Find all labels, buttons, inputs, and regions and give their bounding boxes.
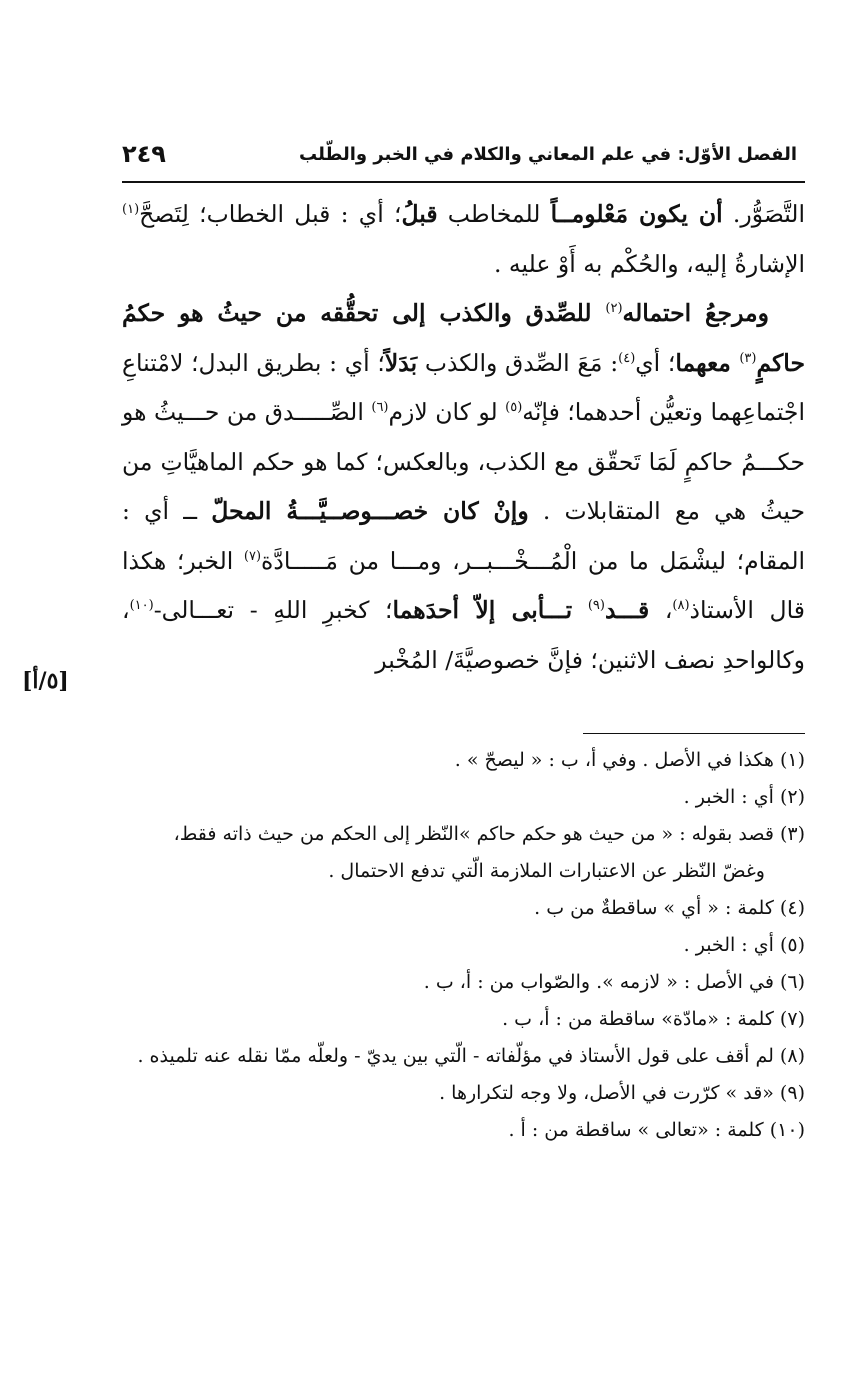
footnote-item: (١) هكذا في الأصل . وفي أ، ب : « ليصحّ » .	[454, 749, 805, 771]
footnote-ref-1[interactable]: (١)	[122, 202, 140, 218]
footnote-ref-4[interactable]: (٤)	[618, 350, 636, 366]
bold-run: وإنْ كان خصـــوصــيَّـــةُ المحلّ	[211, 497, 529, 525]
header-rule	[122, 181, 805, 183]
running-header	[122, 138, 805, 178]
bold-run: للصِّدق والكذب إلى تحقُّقه من حيثُ هو حكمُ حاكمٍ	[122, 299, 805, 377]
footnote-ref-3[interactable]: (٣)	[739, 350, 757, 366]
footnote-ref-9[interactable]: (٩)	[587, 598, 605, 614]
bold-run: قـــد	[604, 596, 650, 624]
text-run: ؛ كخبرِ اللهِ - تعـــالى-	[153, 596, 393, 624]
footnote-item: (٧) كلمة : «مادّة» ساقطة من : أ، ب .	[502, 1008, 805, 1030]
text-run: ــ أي : المقام؛ ليشْمَل ما من الْمُـــخْـــبــر، ومـــا من مَـــــادَّة	[122, 497, 806, 575]
footnote-item: (٢) أي : الخبر .	[683, 786, 805, 808]
text-run	[572, 596, 588, 624]
footnote-item: (٥) أي : الخبر .	[683, 934, 805, 956]
footnote-item: (٣) قصد بقوله : « من حيث هو حكم حاكم »النّظر إلى الحكم من حيث ذاته فقط،	[173, 823, 805, 845]
footnote-item: (٤) كلمة : « أي » ساقطةٌ من ب .	[534, 897, 805, 919]
manuscript-folio-marker: [٥/أ]	[22, 668, 69, 694]
footnote-ref-5[interactable]: (٥)	[505, 400, 523, 416]
page-number: ٢٤٩	[122, 140, 166, 168]
text-run: ؛ أي	[635, 348, 676, 377]
text-run: الخبر؛ هكذا قال الأستاذ	[122, 546, 805, 624]
footnote-ref-2[interactable]: (٢)	[605, 301, 623, 317]
bold-run: أن يكون مَعْلومــاً	[550, 200, 723, 228]
main-text	[122, 190, 805, 685]
footnote-separator	[583, 733, 805, 734]
footnote-item: (٩) «قد » كرّرت في الأصل، ولا وجه لتكرارها .	[439, 1082, 805, 1104]
footnote-ref-7[interactable]: (٧)	[243, 548, 262, 564]
text-run: ، وكالواحدِ نصف الاثنين؛ فإنَّ خصوصيَّةَ/ المُخْبر	[122, 596, 805, 674]
chapter-title: الفصل الأوّل: في علم المعاني والكلام في الخبر والطّلب	[299, 144, 797, 165]
footnote-item: (١٠) كلمة : «تعالى » ساقطة من : أ .	[508, 1119, 805, 1141]
bold-run: قبلُ	[401, 200, 438, 228]
footnote-continuation: وغضّ النّظر عن الاعتبارات الملازمة الّتي تدفع الاحتمال .	[328, 860, 765, 882]
footnote-ref-6[interactable]: (٦)	[371, 400, 389, 416]
footnote-ref-8[interactable]: (٨)	[672, 598, 690, 614]
footnote-item: (٨) لم أقف على قول الأستاذ في مؤلّفاته - الّتي بين يديّ - ولعلّه ممّا نقله عنه تلميذه .	[137, 1045, 805, 1067]
text-run: ؛ أي : قبل الخطاب؛ لِتَصحَّ	[139, 200, 402, 228]
footnote-ref-10[interactable]: (١٠)	[129, 598, 154, 614]
text-run: للمخاطب	[437, 200, 551, 228]
paragraph-2	[122, 289, 805, 685]
footnotes	[122, 742, 805, 1149]
text-run: التَّصَوُّر.	[722, 200, 805, 228]
text-run: الصِّـــــدق من حـــيثُ هو حكـــمُ حاكمٍ لَمَا تَحقّق مع الكذب، وبالعكس؛ كما هو حكم الماهيَّاتِ من حيثُ هي مع المتقابلات .	[122, 398, 805, 525]
footnote-item: (٦) في الأصل : « لازمه ». والصّواب من : أ، ب .	[423, 971, 805, 993]
text-run: : مَعَ الصِّدق والكذب	[417, 348, 619, 377]
bold-run: ومرجعُ احتماله	[622, 299, 769, 327]
bold-run: تـــأبى إلاّ أحدَهما	[392, 596, 573, 624]
text-run: لو كان لازم	[388, 398, 506, 426]
paragraph-1	[122, 190, 805, 289]
text-run: ،	[649, 596, 673, 624]
text-run: الإشارةُ إليه، والحُكْم به أَوْ عليه .	[493, 249, 805, 278]
bold-run: بَدَلاً	[384, 348, 418, 377]
bold-run: معهما	[675, 348, 740, 377]
text-run: ؛ أي : بطريق البدل؛ لامْتناعِ اجْتماعِهما وتعيُّن أحدهما؛ فإنّه	[122, 348, 805, 426]
